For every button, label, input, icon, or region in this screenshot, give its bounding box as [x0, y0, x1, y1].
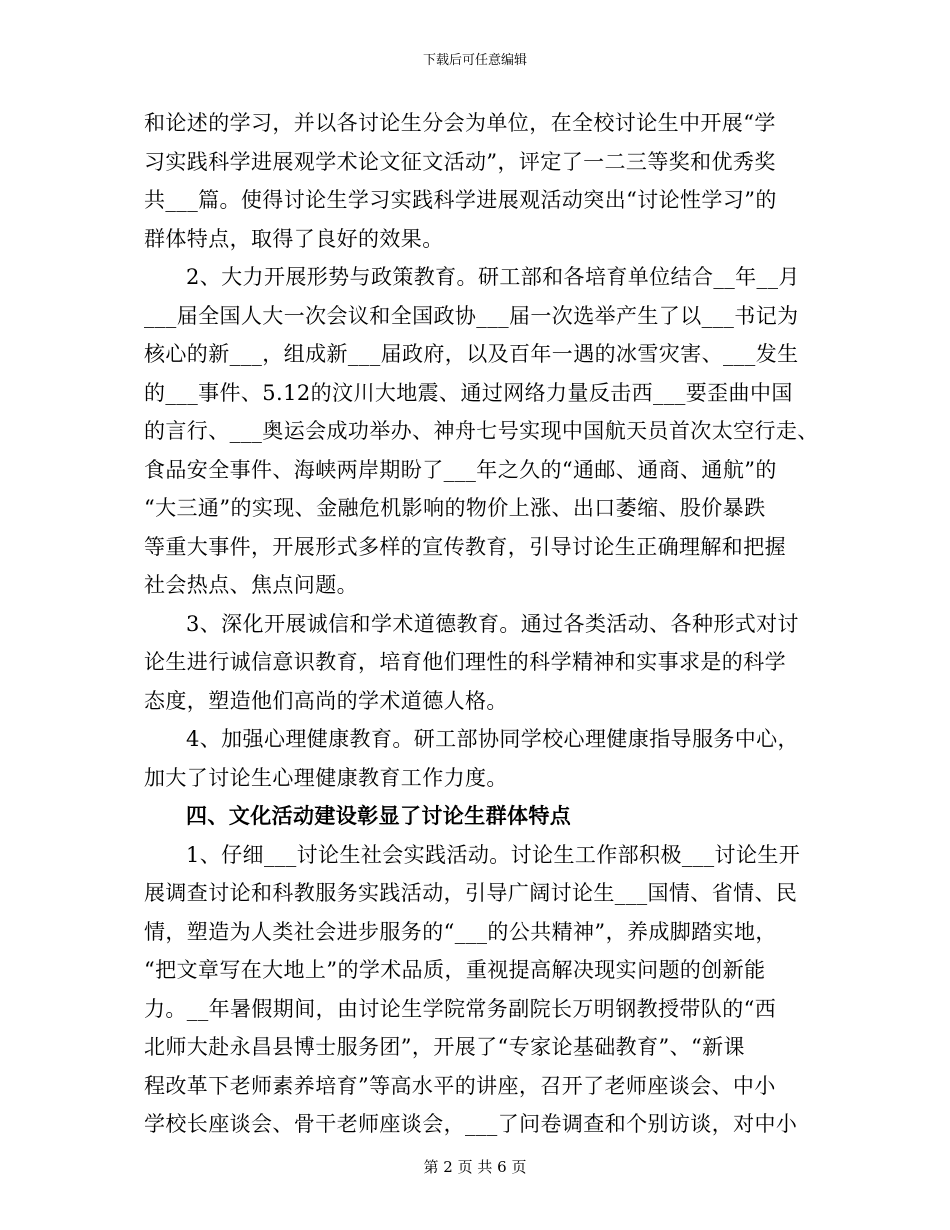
- text-line: “大三通”的实现、金融危机影响的物价上涨、出口萎缩、股价暴跌: [144, 496, 766, 520]
- text-line: 论生进行诚信意识教育，培育他们理性的科学精神和实事求是的科学: [144, 650, 786, 674]
- text-line: 等重大事件，开展形式多样的宣传教育，引导讨论生正确理解和把握: [144, 534, 786, 559]
- document-body: [144, 104, 824, 1144]
- text-line: 的言行、___奥运会成功举办、神舟七号实现中国航天员首次太空行走、: [144, 419, 819, 443]
- text-line: 4、加强心理健康教育。研工部协同学校心理健康指导服务中心，: [186, 727, 799, 751]
- text-line: 食品安全事件、海峡两岸期盼了___年之久的“通邮、通商、通航”的: [144, 457, 777, 482]
- text-line: “把文章写在大地上”的学术品质，重视提高解决现实问题的创新能: [144, 958, 766, 982]
- text-line: 3、深化开展诚信和学术道德教育。通过各类活动、各种形式对讨: [186, 611, 799, 636]
- text-line: 加大了讨论生心理健康教育工作力度。: [144, 765, 508, 790]
- text-line: 2、大力开展形势与政策教育。研工部和各培育单位结合__年__月: [186, 265, 800, 289]
- text-line: 情，塑造为人类社会进步服务的“___的公共精神”，养成脚踏实地，: [144, 919, 777, 944]
- section-heading: 四、文化活动建设彰显了讨论生群体特点: [186, 803, 572, 828]
- text-line: 社会热点、焦点问题。: [144, 573, 358, 597]
- text-line: 习实践科学进展观学术论文征文活动”，评定了一二三等奖和优秀奖: [144, 149, 776, 174]
- page-footer: 第 2 页 共 6 页: [423, 1158, 527, 1176]
- text-line: 1、仔细___讨论生社会实践活动。讨论生工作部积极___讨论生开: [186, 842, 801, 867]
- text-line: 学校长座谈会、骨干老师座谈会，___了问卷调查和个别访谈，对中小: [144, 1112, 798, 1136]
- page-header: 下载后可任意编辑: [422, 53, 527, 68]
- text-line: ___届全国人大一次会议和全国政协___届一次选举产生了以___书记为: [144, 303, 799, 328]
- text-line: 态度，塑造他们高尚的学术道德人格。: [144, 688, 508, 713]
- text-line: 北师大赴永昌县博士服务团”，开展了“专家论基础教育”、“新课: [144, 1035, 745, 1059]
- text-line: 核心的新___，组成新___届政府，以及百年一遇的冰雪灾害、___发生: [144, 342, 799, 366]
- text-line: 程改革下老师素养培育”等高水平的讲座，召开了老师座谈会、中小: [144, 1073, 776, 1098]
- text-line: 力。__年暑假期间，由讨论生学院常务副院长万明钢教授带队的“西: [144, 996, 777, 1021]
- text-line: 展调查讨论和科教服务实践活动，引导广阔讨论生___国情、省情、民: [144, 881, 798, 905]
- text-line: 的___事件、5.12的汶川大地震、通过网络力量反击西___要歪曲中国: [144, 380, 793, 405]
- text-line: 群体特点，取得了良好的效果。: [144, 226, 444, 251]
- text-line: 和论述的学习，并以各讨论生分会为单位，在全校讨论生中开展“学: [144, 111, 776, 135]
- text-line: 共___篇。使得讨论生学习实践科学进展观活动突出“讨论性学习”的: [144, 188, 777, 212]
